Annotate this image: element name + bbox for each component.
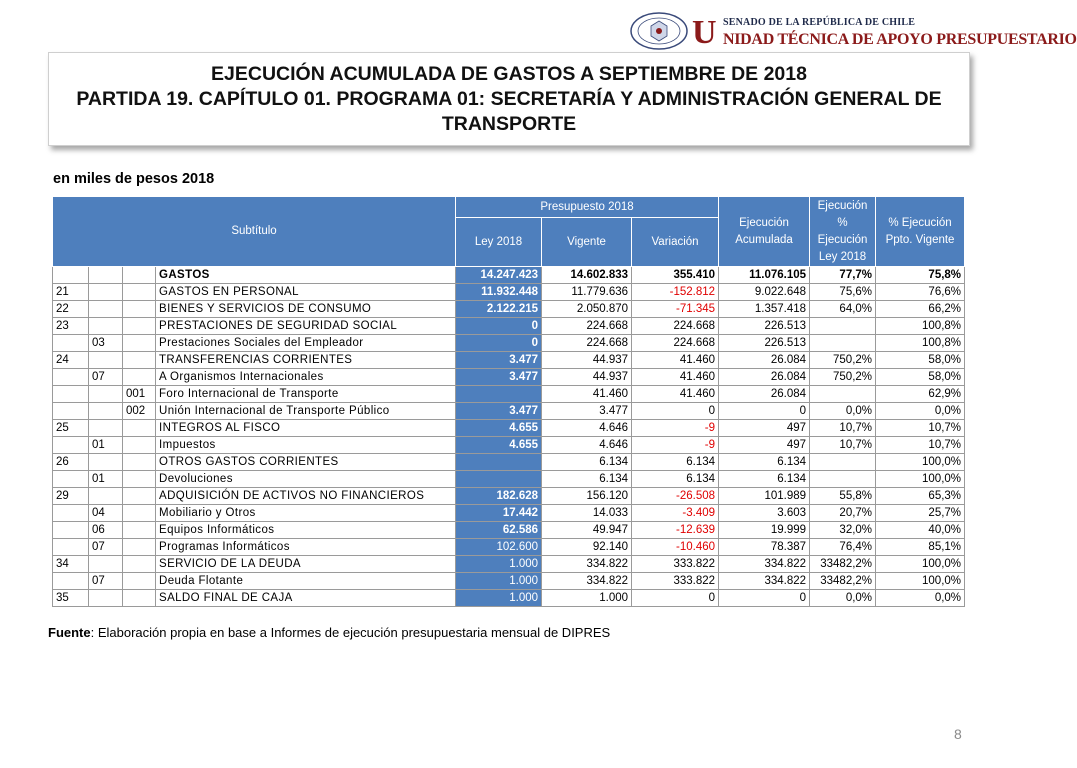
ejecucion-acumulada-cell: 6.134 (719, 471, 810, 488)
variacion-cell: -26.508 (632, 488, 719, 505)
description-cell: Deuda Flotante (156, 573, 456, 590)
description-cell: GASTOS (156, 267, 456, 284)
item-code: 07 (89, 369, 123, 386)
pct-ley-cell: 0,0% (810, 590, 876, 607)
subtitulo-code (53, 369, 89, 386)
item-code: 07 (89, 573, 123, 590)
subtitulo-code: 24 (53, 352, 89, 369)
title-line-2: PARTIDA 19. CAPÍTULO 01. PROGRAMA 01: SECRETARÍA Y ADMINISTRACIÓN GENERAL DE (76, 87, 942, 110)
ley-cell (456, 471, 542, 488)
asignacion-code (123, 590, 156, 607)
ejecucion-acumulada-cell: 26.084 (719, 386, 810, 403)
budget-table (52, 196, 965, 607)
asignacion-code (123, 369, 156, 386)
item-code: 01 (89, 471, 123, 488)
ley-cell: 3.477 (456, 352, 542, 369)
asignacion-code (123, 573, 156, 590)
ejecucion-acumulada-cell: 0 (719, 590, 810, 607)
description-cell: Foro Internacional de Transporte (156, 386, 456, 403)
pct-vigente-cell: 10,7% (876, 420, 965, 437)
subtitulo-code (53, 403, 89, 420)
source-label: Fuente (48, 625, 91, 640)
subtitulo-code (53, 573, 89, 590)
item-code (89, 590, 123, 607)
vigente-cell: 6.134 (542, 471, 632, 488)
pct-vigente-cell: 58,0% (876, 369, 965, 386)
asignacion-code (123, 471, 156, 488)
subtitulo-code (53, 386, 89, 403)
item-code: 06 (89, 522, 123, 539)
pct-ley-cell: 33482,2% (810, 556, 876, 573)
subtitulo-code (53, 437, 89, 454)
vigente-cell: 4.646 (542, 437, 632, 454)
item-code (89, 267, 123, 284)
pct-vigente-cell: 100,8% (876, 335, 965, 352)
item-code (89, 454, 123, 471)
description-cell: SERVICIO DE LA DEUDA (156, 556, 456, 573)
variacion-cell: -10.460 (632, 539, 719, 556)
asignacion-code (123, 335, 156, 352)
header-presupuesto: Presupuesto 2018 (456, 197, 719, 218)
item-code (89, 403, 123, 420)
pct-vigente-cell: 25,7% (876, 505, 965, 522)
ley-cell: 1.000 (456, 590, 542, 607)
pct-ley-cell: 76,4% (810, 539, 876, 556)
subtitulo-code: 29 (53, 488, 89, 505)
pct-ley-cell: 20,7% (810, 505, 876, 522)
variacion-cell: 355.410 (632, 267, 719, 284)
pct-ley-cell (810, 318, 876, 335)
pct-vigente-cell: 0,0% (876, 403, 965, 420)
asignacion-code (123, 301, 156, 318)
subtitulo-code (53, 505, 89, 522)
variacion-cell: 41.460 (632, 386, 719, 403)
ley-cell (456, 386, 542, 403)
pct-vigente-cell: 66,2% (876, 301, 965, 318)
variacion-cell: 41.460 (632, 369, 719, 386)
description-cell: A Organismos Internacionales (156, 369, 456, 386)
pct-vigente-cell: 100,0% (876, 573, 965, 590)
item-code: 03 (89, 335, 123, 352)
title-line-1: EJECUCIÓN ACUMULADA DE GASTOS A SEPTIEMBRE DE 2018 (211, 62, 807, 85)
item-code: 07 (89, 539, 123, 556)
asignacion-code: 002 (123, 403, 156, 420)
ley-cell: 17.442 (456, 505, 542, 522)
ley-cell: 4.655 (456, 437, 542, 454)
header-ejecucion-vigente: % Ejecución Ppto. Vigente (876, 197, 965, 267)
vigente-cell: 1.000 (542, 590, 632, 607)
item-code: 04 (89, 505, 123, 522)
description-cell: BIENES Y SERVICIOS DE CONSUMO (156, 301, 456, 318)
pct-ley-cell: 55,8% (810, 488, 876, 505)
table-row (53, 420, 965, 437)
pct-vigente-cell: 62,9% (876, 386, 965, 403)
vigente-cell: 14.033 (542, 505, 632, 522)
pct-ley-cell: 64,0% (810, 301, 876, 318)
description-cell: Equipos Informáticos (156, 522, 456, 539)
vigente-cell: 44.937 (542, 369, 632, 386)
variacion-cell: -71.345 (632, 301, 719, 318)
description-cell: Unión Internacional de Transporte Público (156, 403, 456, 420)
subtitulo-code (53, 522, 89, 539)
pct-ley-cell: 750,2% (810, 369, 876, 386)
asignacion-code (123, 505, 156, 522)
ejecucion-acumulada-cell: 26.084 (719, 352, 810, 369)
ley-cell (456, 454, 542, 471)
ejecucion-acumulada-cell: 9.022.648 (719, 284, 810, 301)
utap-logo (692, 12, 1077, 52)
header-subtitulo: Subtítulo (53, 197, 456, 267)
variacion-cell: -12.639 (632, 522, 719, 539)
ejecucion-acumulada-cell: 3.603 (719, 505, 810, 522)
ejecucion-acumulada-cell: 11.076.105 (719, 267, 810, 284)
variacion-cell: -152.812 (632, 284, 719, 301)
ley-cell: 3.477 (456, 369, 542, 386)
pct-vigente-cell: 100,0% (876, 471, 965, 488)
vigente-cell: 156.120 (542, 488, 632, 505)
ley-cell: 0 (456, 318, 542, 335)
table-row (53, 369, 965, 386)
pct-ley-cell: 0,0% (810, 403, 876, 420)
vigente-cell: 224.668 (542, 335, 632, 352)
header-vigente: Vigente (542, 218, 632, 267)
description-cell: TRANSFERENCIAS CORRIENTES (156, 352, 456, 369)
pct-ley-cell: 750,2% (810, 352, 876, 369)
vigente-cell: 92.140 (542, 539, 632, 556)
description-cell: ADQUISICIÓN DE ACTIVOS NO FINANCIEROS (156, 488, 456, 505)
pct-vigente-cell: 85,1% (876, 539, 965, 556)
ejecucion-acumulada-cell: 497 (719, 437, 810, 454)
subtitulo-code: 22 (53, 301, 89, 318)
ejecucion-acumulada-cell: 26.084 (719, 369, 810, 386)
table-row (53, 284, 965, 301)
logo-letter-u: U (692, 14, 717, 51)
ejecucion-acumulada-cell: 1.357.418 (719, 301, 810, 318)
variacion-cell: 333.822 (632, 573, 719, 590)
subtitulo-code: 35 (53, 590, 89, 607)
description-cell: GASTOS EN PERSONAL (156, 284, 456, 301)
asignacion-code (123, 539, 156, 556)
description-cell: Impuestos (156, 437, 456, 454)
vigente-cell: 41.460 (542, 386, 632, 403)
table-row (53, 539, 965, 556)
asignacion-code (123, 522, 156, 539)
ejecucion-acumulada-cell: 226.513 (719, 335, 810, 352)
pct-vigente-cell: 10,7% (876, 437, 965, 454)
ejecucion-acumulada-cell: 19.999 (719, 522, 810, 539)
pct-ley-cell (810, 335, 876, 352)
item-code (89, 556, 123, 573)
asignacion-code (123, 267, 156, 284)
subtitulo-code (53, 267, 89, 284)
pct-ley-cell: 10,7% (810, 437, 876, 454)
item-code (89, 284, 123, 301)
ley-cell: 0 (456, 335, 542, 352)
description-cell: Devoluciones (156, 471, 456, 488)
pct-ley-cell: 77,7% (810, 267, 876, 284)
asignacion-code (123, 488, 156, 505)
pct-ley-cell (810, 386, 876, 403)
ley-cell: 182.628 (456, 488, 542, 505)
vigente-cell: 6.134 (542, 454, 632, 471)
subtitulo-code: 25 (53, 420, 89, 437)
variacion-cell: 0 (632, 403, 719, 420)
subtitulo-code: 23 (53, 318, 89, 335)
pct-ley-cell: 10,7% (810, 420, 876, 437)
ejecucion-acumulada-cell: 0 (719, 403, 810, 420)
subtitulo-code (53, 471, 89, 488)
ley-cell: 3.477 (456, 403, 542, 420)
table-row (53, 454, 965, 471)
asignacion-code (123, 454, 156, 471)
item-code (89, 420, 123, 437)
asignacion-code (123, 556, 156, 573)
table-row (53, 556, 965, 573)
pct-vigente-cell: 58,0% (876, 352, 965, 369)
ley-cell: 1.000 (456, 556, 542, 573)
table-row (53, 335, 965, 352)
logo-senate-line: SENADO DE LA REPÚBLICA DE CHILE (723, 17, 916, 28)
item-code (89, 318, 123, 335)
table-row (53, 437, 965, 454)
variacion-cell: -9 (632, 437, 719, 454)
ejecucion-acumulada-cell: 334.822 (719, 573, 810, 590)
ejecucion-acumulada-cell: 78.387 (719, 539, 810, 556)
table-row (53, 505, 965, 522)
variacion-cell: 224.668 (632, 335, 719, 352)
description-cell: INTEGROS AL FISCO (156, 420, 456, 437)
ejecucion-acumulada-cell: 101.989 (719, 488, 810, 505)
subtitulo-code (53, 335, 89, 352)
ejecucion-acumulada-cell: 497 (719, 420, 810, 437)
header-ejecucion-ley: Ejecución % Ejecución Ley 2018 (810, 197, 876, 267)
description-cell: SALDO FINAL DE CAJA (156, 590, 456, 607)
subtitulo-code: 34 (53, 556, 89, 573)
vigente-cell: 3.477 (542, 403, 632, 420)
ley-cell: 1.000 (456, 573, 542, 590)
table-row (53, 318, 965, 335)
logo-unit-line: NIDAD TÉCNICA DE APOYO PRESUPUESTARIO (723, 31, 1077, 48)
header-ejecucion-acumulada: Ejecución Acumulada (719, 197, 810, 267)
asignacion-code (123, 284, 156, 301)
table-row (53, 267, 965, 284)
pct-vigente-cell: 100,8% (876, 318, 965, 335)
item-code (89, 301, 123, 318)
variacion-cell: 6.134 (632, 454, 719, 471)
pct-ley-cell: 32,0% (810, 522, 876, 539)
source-text: : Elaboración propia en base a Informes de ejecución presupuestaria mensual de DIPRES (90, 625, 611, 640)
table-row (53, 573, 965, 590)
vigente-cell: 224.668 (542, 318, 632, 335)
ejecucion-acumulada-cell: 226.513 (719, 318, 810, 335)
variacion-cell: 333.822 (632, 556, 719, 573)
vigente-cell: 14.602.833 (542, 267, 632, 284)
item-code (89, 488, 123, 505)
vigente-cell: 4.646 (542, 420, 632, 437)
ejecucion-acumulada-cell: 6.134 (719, 454, 810, 471)
pct-ley-cell: 33482,2% (810, 573, 876, 590)
table-row (53, 488, 965, 505)
asignacion-code: 001 (123, 386, 156, 403)
table-row (53, 352, 965, 369)
asignacion-code (123, 437, 156, 454)
item-code (89, 352, 123, 369)
pct-vigente-cell: 0,0% (876, 590, 965, 607)
ejecucion-acumulada-cell: 334.822 (719, 556, 810, 573)
description-cell: PRESTACIONES DE SEGURIDAD SOCIAL (156, 318, 456, 335)
table-row (53, 403, 965, 420)
header-ley: Ley 2018 (456, 218, 542, 267)
ley-cell: 2.122.215 (456, 301, 542, 318)
variacion-cell: 224.668 (632, 318, 719, 335)
variacion-cell: 6.134 (632, 471, 719, 488)
vigente-cell: 49.947 (542, 522, 632, 539)
ley-cell: 11.932.448 (456, 284, 542, 301)
subtitulo-code (53, 539, 89, 556)
header-variacion: Variación (632, 218, 719, 267)
item-code (89, 386, 123, 403)
vigente-cell: 334.822 (542, 573, 632, 590)
pct-vigente-cell: 100,0% (876, 556, 965, 573)
asignacion-code (123, 352, 156, 369)
pct-vigente-cell: 75,8% (876, 267, 965, 284)
source-note (48, 625, 610, 640)
ley-cell: 102.600 (456, 539, 542, 556)
table-row (53, 471, 965, 488)
table-row (53, 522, 965, 539)
variacion-cell: -3.409 (632, 505, 719, 522)
senate-seal-logo (629, 12, 689, 50)
variacion-cell: -9 (632, 420, 719, 437)
asignacion-code (123, 318, 156, 335)
ley-cell: 4.655 (456, 420, 542, 437)
asignacion-code (123, 420, 156, 437)
description-cell: OTROS GASTOS CORRIENTES (156, 454, 456, 471)
pct-ley-cell (810, 471, 876, 488)
pct-ley-cell (810, 454, 876, 471)
table-row (53, 301, 965, 318)
ley-cell: 62.586 (456, 522, 542, 539)
vigente-cell: 2.050.870 (542, 301, 632, 318)
pct-vigente-cell: 65,3% (876, 488, 965, 505)
page-number: 8 (954, 726, 962, 742)
table-row (53, 386, 965, 403)
item-code: 01 (89, 437, 123, 454)
variacion-cell: 41.460 (632, 352, 719, 369)
title-line-3: TRANSPORTE (441, 112, 577, 135)
subtitulo-code: 26 (53, 454, 89, 471)
units-label: en miles de pesos 2018 (53, 171, 215, 187)
pct-ley-cell: 75,6% (810, 284, 876, 301)
description-cell: Prestaciones Sociales del Empleador (156, 335, 456, 352)
pct-vigente-cell: 100,0% (876, 454, 965, 471)
subtitulo-code: 21 (53, 284, 89, 301)
title-box (48, 52, 970, 146)
pct-vigente-cell: 76,6% (876, 284, 965, 301)
variacion-cell: 0 (632, 590, 719, 607)
ley-cell: 14.247.423 (456, 267, 542, 284)
vigente-cell: 44.937 (542, 352, 632, 369)
vigente-cell: 334.822 (542, 556, 632, 573)
description-cell: Mobiliario y Otros (156, 505, 456, 522)
description-cell: Programas Informáticos (156, 539, 456, 556)
vigente-cell: 11.779.636 (542, 284, 632, 301)
table-row (53, 590, 965, 607)
pct-vigente-cell: 40,0% (876, 522, 965, 539)
